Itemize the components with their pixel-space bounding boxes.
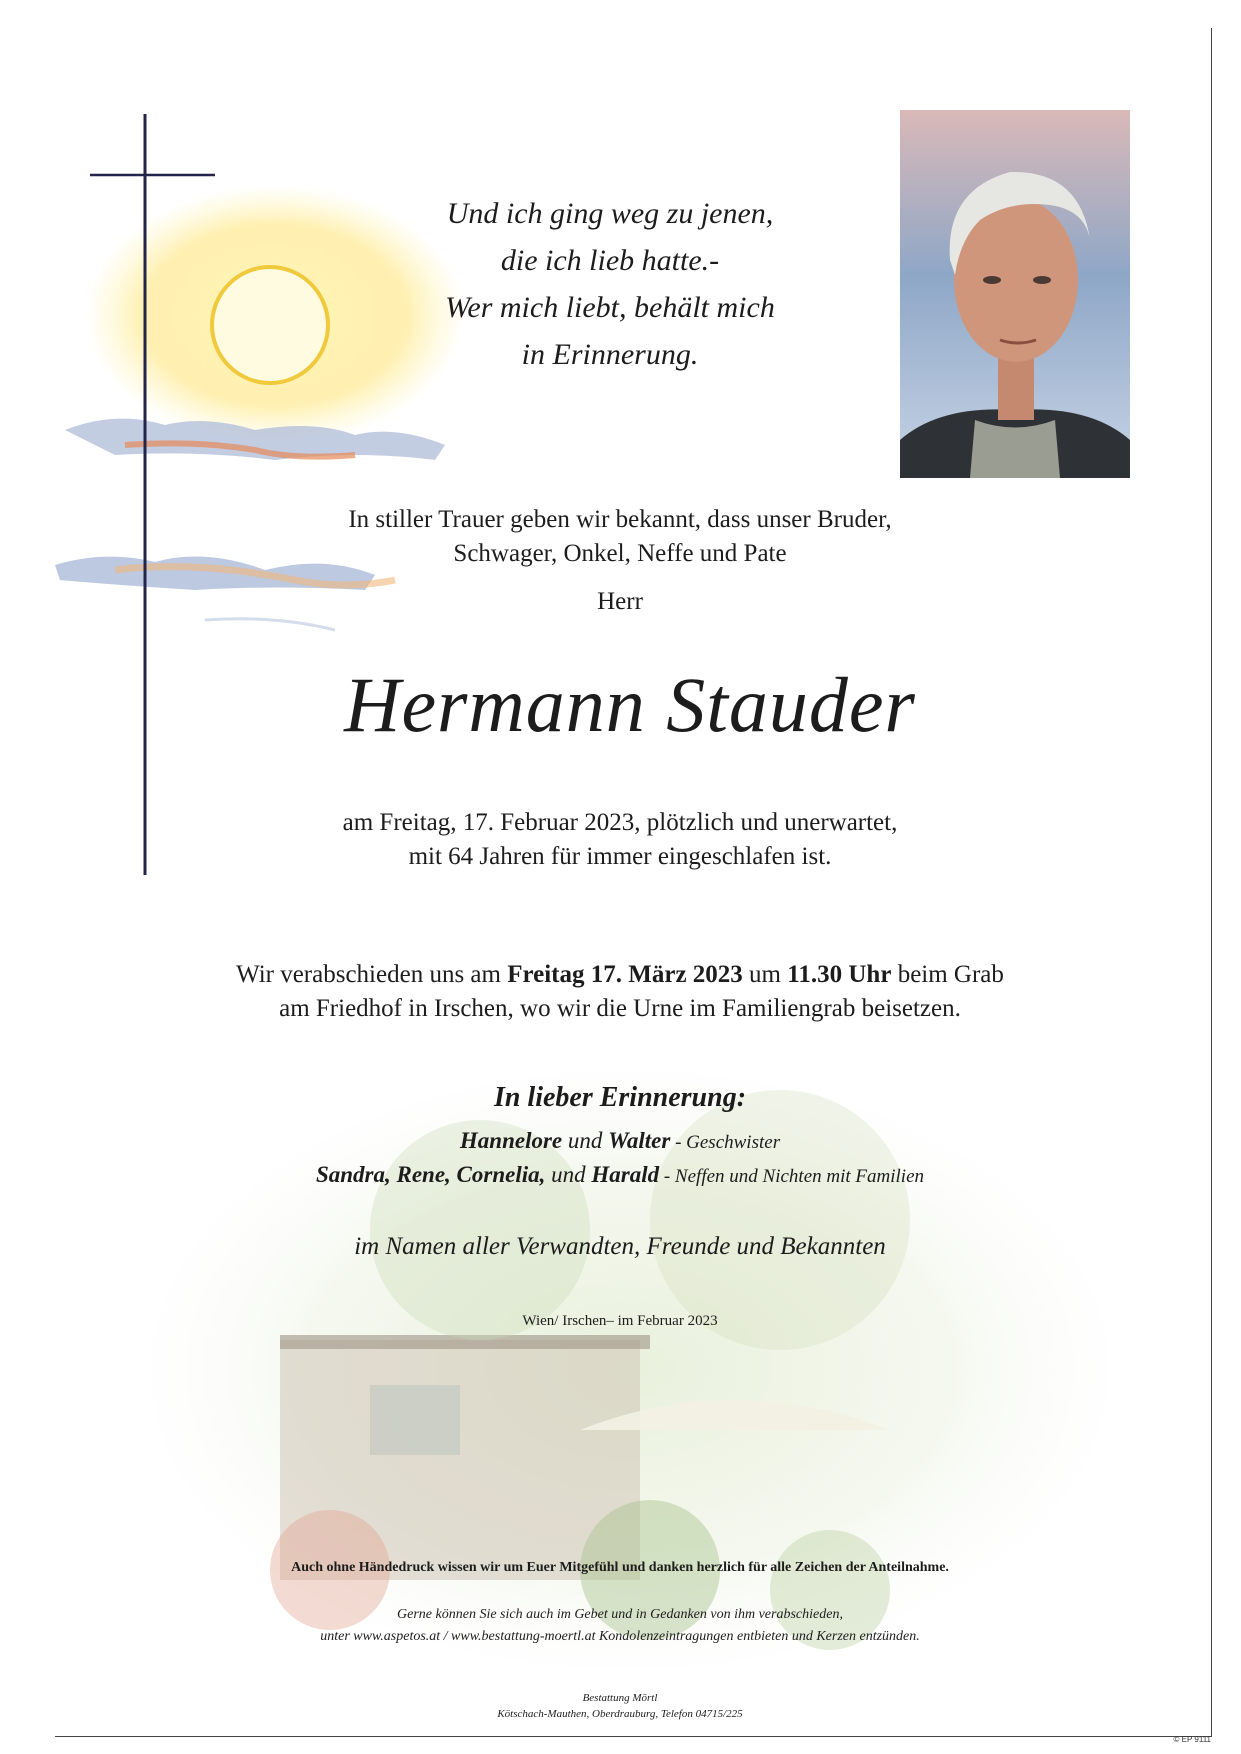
- mourner-conjunction: und: [545, 1162, 592, 1187]
- ceremony-date: Freitag 17. März 2023: [507, 961, 743, 988]
- salutation: Herr: [597, 588, 643, 615]
- poem-line: die ich lieb hatte.-: [500, 244, 720, 277]
- memory-title: In lieber Erinnerung:: [493, 1082, 747, 1113]
- mourner-row: [200, 1162, 1040, 1188]
- announcement: [250, 503, 990, 571]
- product-code: © EP 9111: [1173, 1735, 1211, 1744]
- ceremony-line-2: am Friedhof in Irschen, wo wir die Urne im Familiengrab beisetzen.: [279, 995, 961, 1022]
- place-date: Wien/ Irschen– im Februar 2023: [522, 1313, 718, 1329]
- condolence-line: Gerne können Sie sich auch im Gebet und in Gedanken von ihm verabschieden,: [397, 1607, 843, 1622]
- mourner-conjunction: und: [562, 1128, 609, 1153]
- mourner-names: Walter: [608, 1128, 671, 1153]
- undertaker-address: Kötschach-Mauthen, Oberdrauburg, Telefon 04715/225: [497, 1708, 743, 1720]
- death-line: am Freitag, 17. Februar 2023, plötzlich und unerwartet,: [342, 809, 898, 836]
- poem-line: Und ich ging weg zu jenen,: [446, 197, 774, 230]
- mourner-names: Sandra, Rene, Cornelia,: [315, 1162, 546, 1187]
- deceased-name: Hermann Stauder: [344, 661, 916, 748]
- condolence-line: unter www.aspetos.at / www.bestattung-moertl.at Kondolenzeintragungen entbieten und Kerzen entzünden.: [320, 1629, 920, 1644]
- undertaker-name: Bestattung Mörtl: [582, 1692, 658, 1704]
- mourner-relation: - Neffen und Nichten mit Familien: [659, 1166, 925, 1187]
- poem-line: in Erinnerung.: [521, 338, 699, 371]
- ceremony-text: Wir verabschieden uns am: [236, 961, 508, 988]
- mourner-names: Harald: [591, 1162, 660, 1187]
- portrait-photo: [900, 110, 1130, 478]
- poem: [400, 190, 820, 378]
- death-line: mit 64 Jahren für immer eingeschlafen ist.: [408, 843, 832, 870]
- thanks-line: Auch ohne Händedruck wissen wir um Euer Mitgefühl und danken herzlich für alle Zeichen der Anteilnahme.: [291, 1560, 949, 1575]
- on-behalf-line: im Namen aller Verwandten, Freunde und Bekannten: [354, 1233, 886, 1260]
- announcement-line: Schwager, Onkel, Neffe und Pate: [453, 540, 787, 567]
- mourner-relation: - Geschwister: [670, 1132, 781, 1153]
- poem-line: Wer mich liebt, behält mich: [445, 291, 775, 324]
- ceremony-text: beim Grab: [891, 961, 1004, 988]
- condolence-info: [150, 1604, 1090, 1648]
- sun: [212, 267, 328, 383]
- water-stroke: [205, 619, 335, 630]
- ceremony-line-1: [150, 958, 1090, 992]
- undertaker-info: [300, 1690, 940, 1722]
- death-notice: [250, 806, 990, 874]
- ceremony-time: 11.30 Uhr: [787, 961, 892, 988]
- announcement-line: In stiller Trauer geben wir bekannt, dass unser Bruder,: [348, 506, 892, 533]
- ceremony-text: um: [742, 961, 788, 988]
- ceremony-info: [150, 958, 1090, 1026]
- mourner-row: [250, 1128, 990, 1154]
- mourner-names: Hannelore: [459, 1128, 563, 1153]
